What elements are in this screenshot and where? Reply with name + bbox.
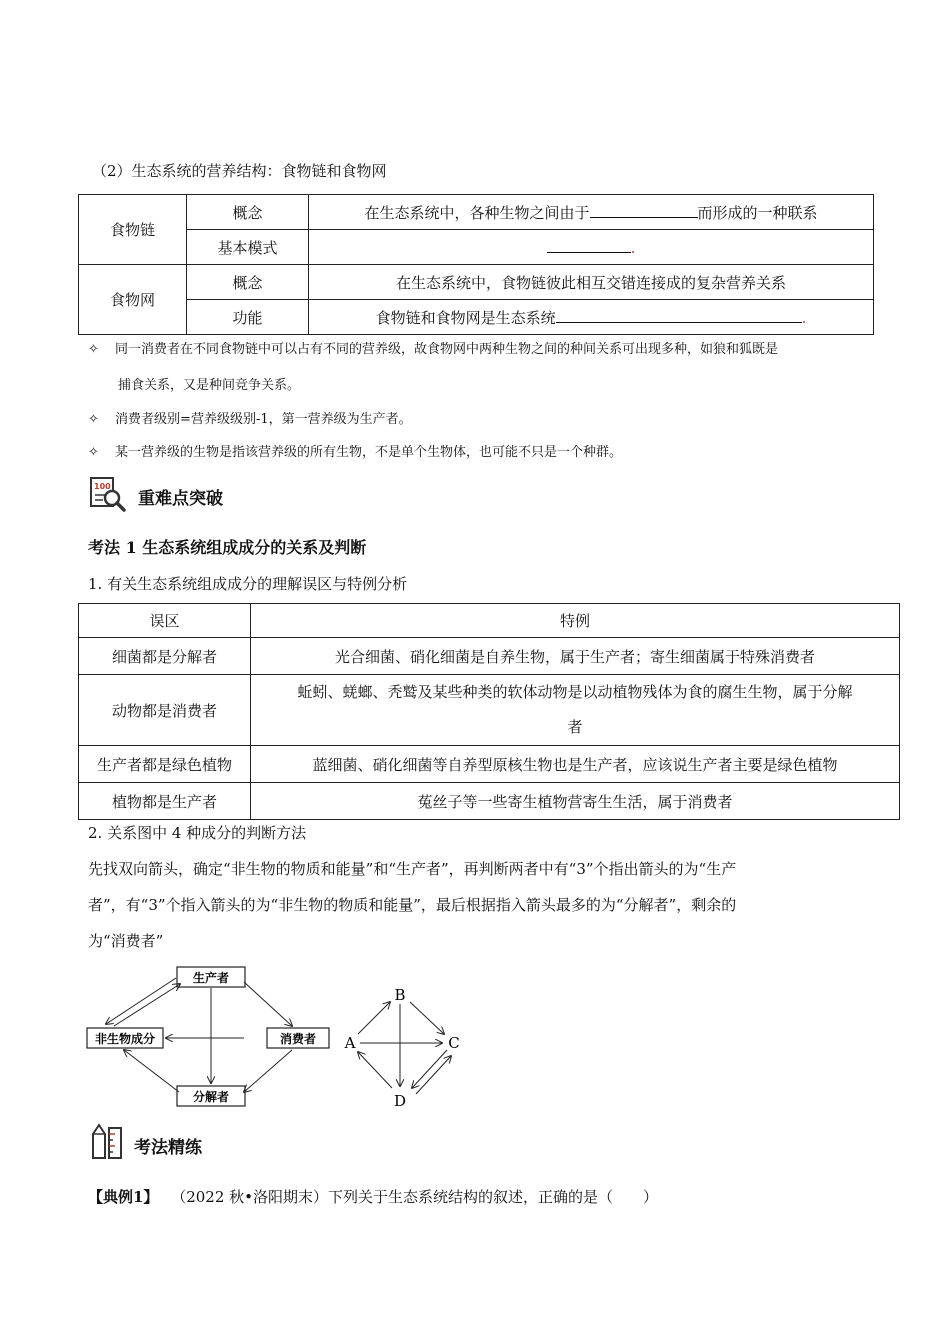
chain-concept-pre: 在生态系统中，各种生物之间由于 xyxy=(364,203,590,222)
cell-chain-mode xyxy=(309,230,874,265)
arrow xyxy=(106,978,176,1024)
example-cell: 菟丝子等一些寄生植物营寄生生活，属于消费者 xyxy=(251,783,900,820)
cell-concept: 概念 xyxy=(187,265,309,300)
row-label-food-chain: 食物链 xyxy=(79,195,187,265)
cell-web-function xyxy=(309,300,874,335)
arrow xyxy=(244,982,292,1026)
note-bullet: ✧ xyxy=(88,445,99,460)
method-title: 考法 1 生态系统组成成分的关系及判断 xyxy=(88,538,367,557)
heading-key-points: 重难点突破 xyxy=(138,489,223,509)
row-label-food-web: 食物网 xyxy=(79,265,187,335)
header-example: 特例 xyxy=(251,604,900,638)
example-cell: 蓝细菌、硝化细菌等自养型原核生物也是生产者，应该说生产者主要是绿色植物 xyxy=(251,746,900,783)
web-function-pre: 食物链和食物网是生态系统 xyxy=(375,308,556,327)
example-tag: 【典例1】 xyxy=(88,1188,159,1206)
example-line: 蚯蚓、蜣螂、秃鹫及某些种类的软体动物是以动植物残体为食的腐生生物，属于分解 xyxy=(297,683,853,701)
magnifier-score-icon xyxy=(88,474,128,514)
item-title: 1. 有关生态系统组成成分的理解误区与特例分析 xyxy=(88,575,408,593)
misconception-table xyxy=(78,603,900,820)
component-diagram-left xyxy=(84,962,344,1112)
node-b: B xyxy=(394,986,406,1004)
example-line: 者 xyxy=(567,718,583,736)
section-title: （2）生态系统的营养结构：食物链和食物网 xyxy=(92,162,387,180)
arrow xyxy=(412,1050,447,1088)
note-1 xyxy=(88,340,778,360)
example-text: （2022 秋•洛阳期末）下列关于生态系统结构的叙述，正确的是（ ） xyxy=(171,1188,659,1206)
arrow xyxy=(244,1050,292,1092)
label-decomposer: 分解者 xyxy=(192,1090,230,1104)
example-cell: 光合细菌、硝化细菌是自养生物，属于生产者；寄生细菌属于特殊消费者 xyxy=(251,638,900,675)
cell-chain-concept xyxy=(309,195,874,230)
item-title: 2. 关系图中 4 种成分的判断方法 xyxy=(88,824,307,842)
blank-dot: . xyxy=(801,308,807,327)
myth-cell: 动物都是消费者 xyxy=(79,675,251,746)
example-cell xyxy=(251,675,900,746)
note-3 xyxy=(88,443,622,463)
arrow xyxy=(358,1052,392,1088)
heading-practice: 考法精练 xyxy=(134,1138,202,1158)
food-chain-table xyxy=(78,194,874,335)
cell-web-concept: 在生态系统中，食物链彼此相互交错连接成的复杂营养关系 xyxy=(309,265,874,300)
example-question xyxy=(88,1186,658,1208)
label-abiotic: 非生物成分 xyxy=(94,1032,156,1046)
note-2 xyxy=(88,410,412,430)
note-bullet: ✧ xyxy=(88,342,99,357)
myth-cell: 细菌都是分解者 xyxy=(79,638,251,675)
chain-concept-post: 而形成的一种联系 xyxy=(697,203,818,222)
arrow xyxy=(410,1002,444,1034)
note-1-cont: 捕食关系，又是种间竞争关系。 xyxy=(118,378,301,393)
note-text: 同一消费者在不同食物链中可以占有不同的营养级，故食物网中两种生物之间的种间关系可出现多种，如狼和狐既是 xyxy=(115,342,779,357)
myth-cell: 植物都是生产者 xyxy=(79,783,251,820)
svg-text:100: 100 xyxy=(94,482,111,491)
node-c: C xyxy=(448,1034,460,1052)
note-bullet: ✧ xyxy=(88,412,99,427)
fill-blank xyxy=(556,307,802,323)
node-d: D xyxy=(393,1092,407,1110)
paragraph-line: 者”，有“3”个指入箭头的为“非生物的物质和能量”，最后根据指入箭头最多的为“分解者”，剩余的 xyxy=(88,896,737,914)
paragraph-line: 先找双向箭头，确定“非生物的物质和能量”和“生产者”，再判断两者中有“3”个指出箭头的为“生产 xyxy=(88,860,737,878)
fill-blank xyxy=(547,237,631,253)
label-consumer: 消费者 xyxy=(279,1032,317,1046)
label-producer: 生产者 xyxy=(192,971,230,985)
note-text: 某一营养级的生物是指该营养级的所有生物，不是单个生物体，也可能不只是一个种群。 xyxy=(115,445,623,460)
header-myth: 误区 xyxy=(79,604,251,638)
cell-basic-mode: 基本模式 xyxy=(187,230,309,265)
blank-dot: . xyxy=(630,239,636,257)
cell-function: 功能 xyxy=(187,300,309,335)
component-diagram-right xyxy=(340,984,470,1112)
myth-cell: 生产者都是绿色植物 xyxy=(79,746,251,783)
fill-blank xyxy=(590,202,698,218)
arrow xyxy=(114,984,180,1026)
node-a: A xyxy=(344,1034,356,1052)
arrow xyxy=(416,1056,451,1094)
note-text: 消费者级别=营养级级别-1，第一营养级为生产者。 xyxy=(115,412,412,427)
paragraph-line: 为“消费者” xyxy=(88,932,164,950)
cell-concept: 概念 xyxy=(187,195,309,230)
arrow xyxy=(358,1002,390,1034)
pencil-ruler-icon xyxy=(88,1122,126,1162)
arrow xyxy=(124,1050,179,1092)
